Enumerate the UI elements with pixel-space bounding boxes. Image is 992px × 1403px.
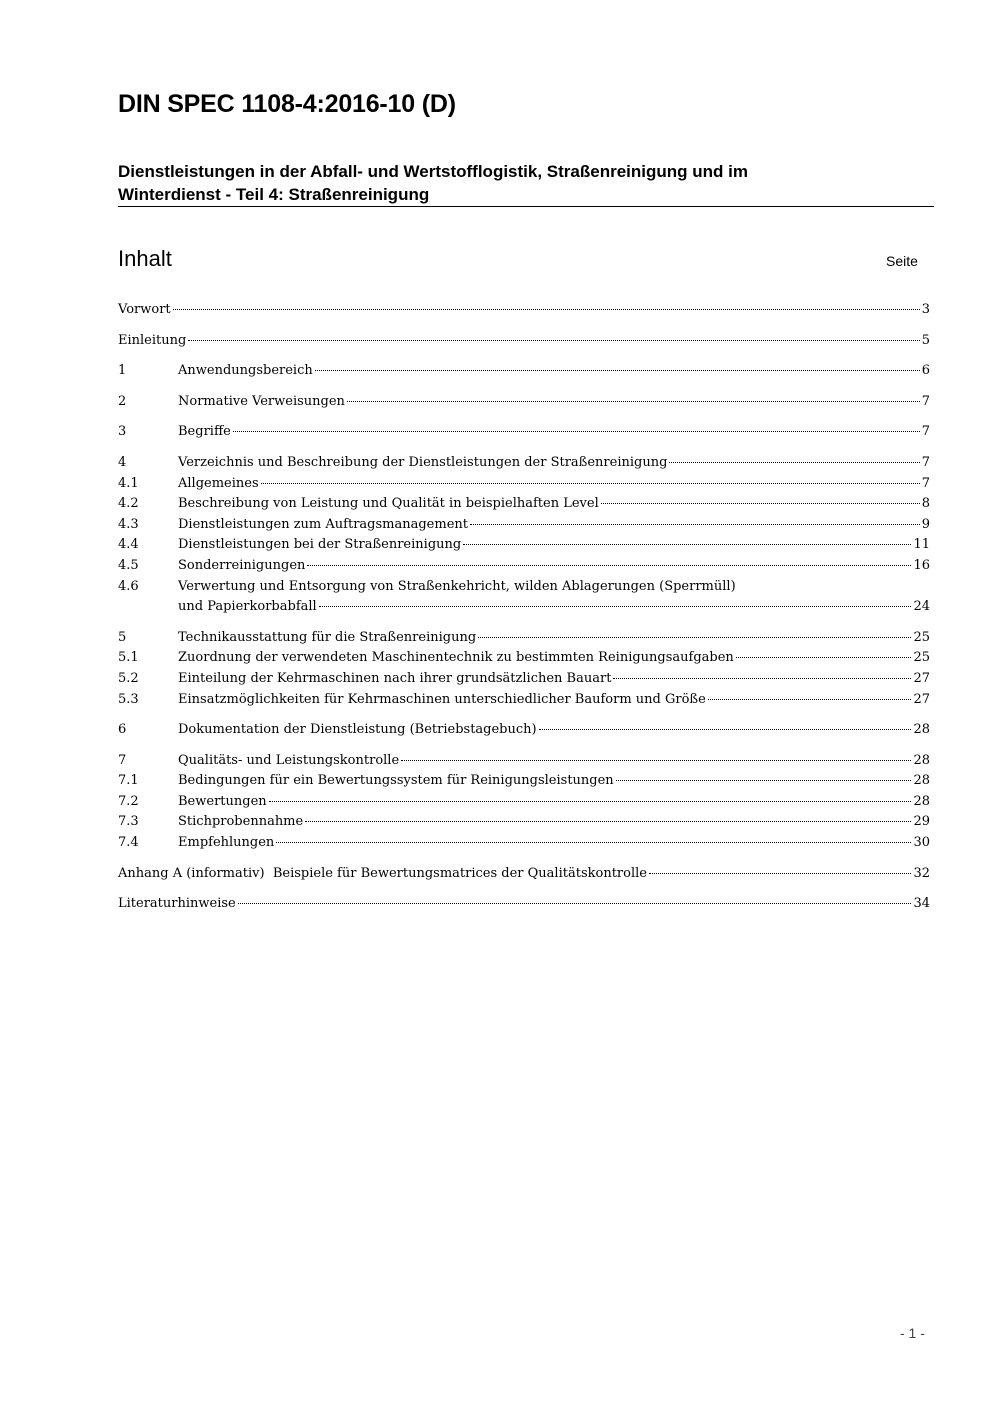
toc-entry-number: 5.2 (118, 670, 139, 686)
toc-entry-number: 7.3 (118, 814, 139, 830)
document-title-line-1: Dienstleistungen in der Abfall- und Wertstofflogistik, Straßenreinigung und im (118, 162, 748, 181)
toc-entry-4-1[interactable] (118, 474, 930, 495)
toc-entry-3[interactable] (118, 422, 930, 443)
toc-dot-leader (319, 605, 912, 607)
toc-entry-number: 1 (118, 363, 127, 379)
toc-entry-5-1[interactable] (118, 648, 930, 669)
toc-entry-title: Qualitäts- und Leistungskontrolle (178, 752, 400, 768)
toc-entry-5-2[interactable] (118, 669, 930, 690)
toc-entry-number: 4.4 (118, 537, 139, 553)
toc-entry-anhang-a[interactable] (118, 864, 930, 885)
toc-entry-title: Normative Verweisungen (178, 393, 345, 409)
toc-entry-number: 4.3 (118, 516, 139, 532)
toc-entry-title: Dokumentation der Dienstleistung (Betriebstagebuch) (178, 722, 537, 738)
toc-entry-number: 7.1 (118, 773, 139, 789)
toc-entry-page: 3 (921, 302, 930, 317)
toc-entry-page: 7 (921, 424, 930, 440)
document-title (118, 160, 918, 206)
toc-entry-page: 28 (913, 773, 930, 789)
toc-entry-title: Literaturhinweise (118, 896, 236, 912)
toc-dot-leader (188, 339, 919, 341)
toc-dot-leader (261, 482, 920, 484)
toc-entry-7-3[interactable] (118, 812, 930, 833)
toc-dot-leader (307, 564, 911, 566)
toc-dot-leader (315, 369, 920, 371)
toc-entry-title: Bedingungen für ein Bewertungssystem für Reinigungsleistungen (178, 773, 614, 789)
toc-dot-leader (478, 636, 911, 638)
toc-dot-leader (601, 502, 920, 504)
toc-heading: Inhalt (118, 246, 172, 271)
toc-entry-page: 29 (913, 814, 930, 830)
toc-entry-title: und Papierkorbabfall (178, 599, 317, 615)
toc-entry-1[interactable] (118, 361, 930, 382)
toc-entry-number: 7.2 (118, 793, 139, 809)
title-divider (118, 206, 934, 207)
toc-entry-4-6[interactable] (118, 577, 930, 618)
toc-entry-title-first-line: Verwertung und Entsorgung von Straßenkehricht, wilden Ablagerungen (Sperrmüll) (178, 578, 736, 594)
toc-entry-7-2[interactable] (118, 792, 930, 813)
toc-entry-page: 28 (913, 722, 930, 738)
table-of-contents (118, 300, 930, 915)
toc-entry-number: 7.4 (118, 835, 139, 851)
toc-dot-leader (401, 759, 911, 761)
toc-dot-leader (173, 308, 920, 310)
toc-entry-title: Dienstleistungen bei der Straßenreinigung (178, 537, 462, 553)
toc-entry-number: 3 (118, 424, 127, 440)
toc-dot-leader (463, 543, 911, 545)
toc-entry-page: 30 (913, 835, 930, 851)
toc-entry-page: 28 (913, 793, 930, 809)
toc-entry-number: 5.1 (118, 650, 139, 666)
toc-entry-title: Anwendungsbereich (178, 363, 313, 379)
toc-entry-title: Einteilung der Kehrmaschinen nach ihrer grundsätzlichen Bauart (178, 670, 612, 686)
toc-entry-page: 27 (913, 670, 930, 686)
document-id: DIN SPEC 1108-4:2016-10 (D) (118, 90, 456, 118)
toc-dot-leader (233, 430, 920, 432)
toc-entry-6[interactable] (118, 720, 930, 741)
page-number: - 1 - (900, 1325, 925, 1341)
toc-entry-number: 2 (118, 393, 127, 409)
toc-entry-title: Verzeichnis und Beschreibung der Dienstleistungen der Straßenreinigung (178, 454, 668, 470)
toc-entry-number: 6 (118, 722, 127, 738)
toc-entry-page: 8 (921, 496, 930, 512)
toc-entry-page: 16 (913, 557, 930, 573)
toc-dot-leader (470, 523, 920, 525)
toc-entry-2[interactable] (118, 392, 930, 413)
toc-entry-page: 28 (913, 752, 930, 768)
toc-entry-number: 4.2 (118, 496, 139, 512)
toc-entry-5-3[interactable] (118, 690, 930, 711)
toc-entry-4-4[interactable] (118, 535, 930, 556)
toc-entry-title: Sonderreinigungen (178, 557, 306, 573)
toc-entry-7[interactable] (118, 751, 930, 772)
toc-entry-page: 7 (921, 393, 930, 409)
toc-dot-leader (539, 728, 912, 730)
toc-entry-page: 32 (913, 865, 930, 881)
toc-entry-title: Allgemeines (178, 475, 259, 491)
toc-dot-leader (238, 902, 912, 904)
toc-entry-page: 7 (921, 454, 930, 470)
toc-dot-leader (269, 800, 912, 802)
toc-entry-title: Bewertungen (178, 793, 267, 809)
toc-entry-page: 11 (913, 537, 930, 553)
toc-dot-leader (613, 677, 911, 679)
toc-entry-number: 5.3 (118, 691, 139, 707)
toc-entry-title: Technikausstattung für die Straßenreinigung (178, 629, 477, 645)
toc-entry-number: 4 (118, 454, 127, 470)
toc-entry-page: 24 (913, 599, 930, 615)
toc-page-column-label: Seite (886, 253, 918, 269)
toc-entry-page: 9 (921, 516, 930, 532)
toc-entry-literaturhinweise[interactable] (118, 894, 930, 915)
toc-entry-7-4[interactable] (118, 833, 930, 854)
toc-entry-page: 5 (921, 332, 930, 348)
toc-entry-title: Stichprobennahme (178, 814, 304, 830)
toc-entry-4[interactable] (118, 453, 930, 474)
toc-entry-title: Beschreibung von Leistung und Qualität in beispielhaften Level (178, 496, 599, 512)
toc-entry-page: 6 (921, 363, 930, 379)
toc-dot-leader (347, 400, 920, 402)
toc-entry-number: 5 (118, 629, 127, 645)
toc-entry-title: Anhang A (informativ) Beispiele für Bewertungsmatrices der Qualitätskontrolle (118, 865, 647, 881)
toc-entry-title: Einleitung (118, 332, 187, 348)
toc-entry-number: 4.6 (118, 578, 139, 594)
toc-entry-page: 7 (921, 475, 930, 491)
toc-dot-leader (736, 656, 912, 658)
toc-dot-leader (616, 779, 912, 781)
toc-dot-leader (649, 872, 911, 874)
toc-dot-leader (669, 461, 919, 463)
toc-dot-leader (276, 841, 911, 843)
toc-entry-page: 27 (913, 691, 930, 707)
toc-entry-title: Einsatzmöglichkeiten für Kehrmaschinen unterschiedlicher Bauform und Größe (178, 691, 706, 707)
toc-entry-7-1[interactable] (118, 771, 930, 792)
toc-entry-title: Zuordnung der verwendeten Maschinentechnik zu bestimmten Reinigungsaufgaben (178, 650, 734, 666)
toc-entry-einleitung[interactable] (118, 331, 930, 352)
toc-entry-number: 4.5 (118, 557, 139, 573)
toc-entry-4-5[interactable] (118, 556, 930, 577)
toc-entry-page: 34 (913, 896, 930, 912)
toc-entry-title: Vorwort (118, 302, 171, 317)
toc-entry-number: 7 (118, 752, 127, 768)
document-title-line-2: Winterdienst - Teil 4: Straßenreinigung (118, 185, 430, 204)
toc-entry-vorwort[interactable] (118, 300, 930, 321)
toc-entry-page: 25 (913, 650, 930, 666)
toc-entry-5[interactable] (118, 628, 930, 649)
toc-dot-leader (708, 698, 912, 700)
toc-entry-number: 4.1 (118, 475, 139, 491)
toc-entry-title: Dienstleistungen zum Auftragsmanagement (178, 516, 468, 532)
toc-entry-title: Begriffe (178, 424, 231, 440)
toc-entry-4-3[interactable] (118, 515, 930, 536)
toc-entry-page: 25 (913, 629, 930, 645)
toc-entry-title: Empfehlungen (178, 835, 275, 851)
toc-entry-4-2[interactable] (118, 494, 930, 515)
toc-dot-leader (305, 820, 911, 822)
